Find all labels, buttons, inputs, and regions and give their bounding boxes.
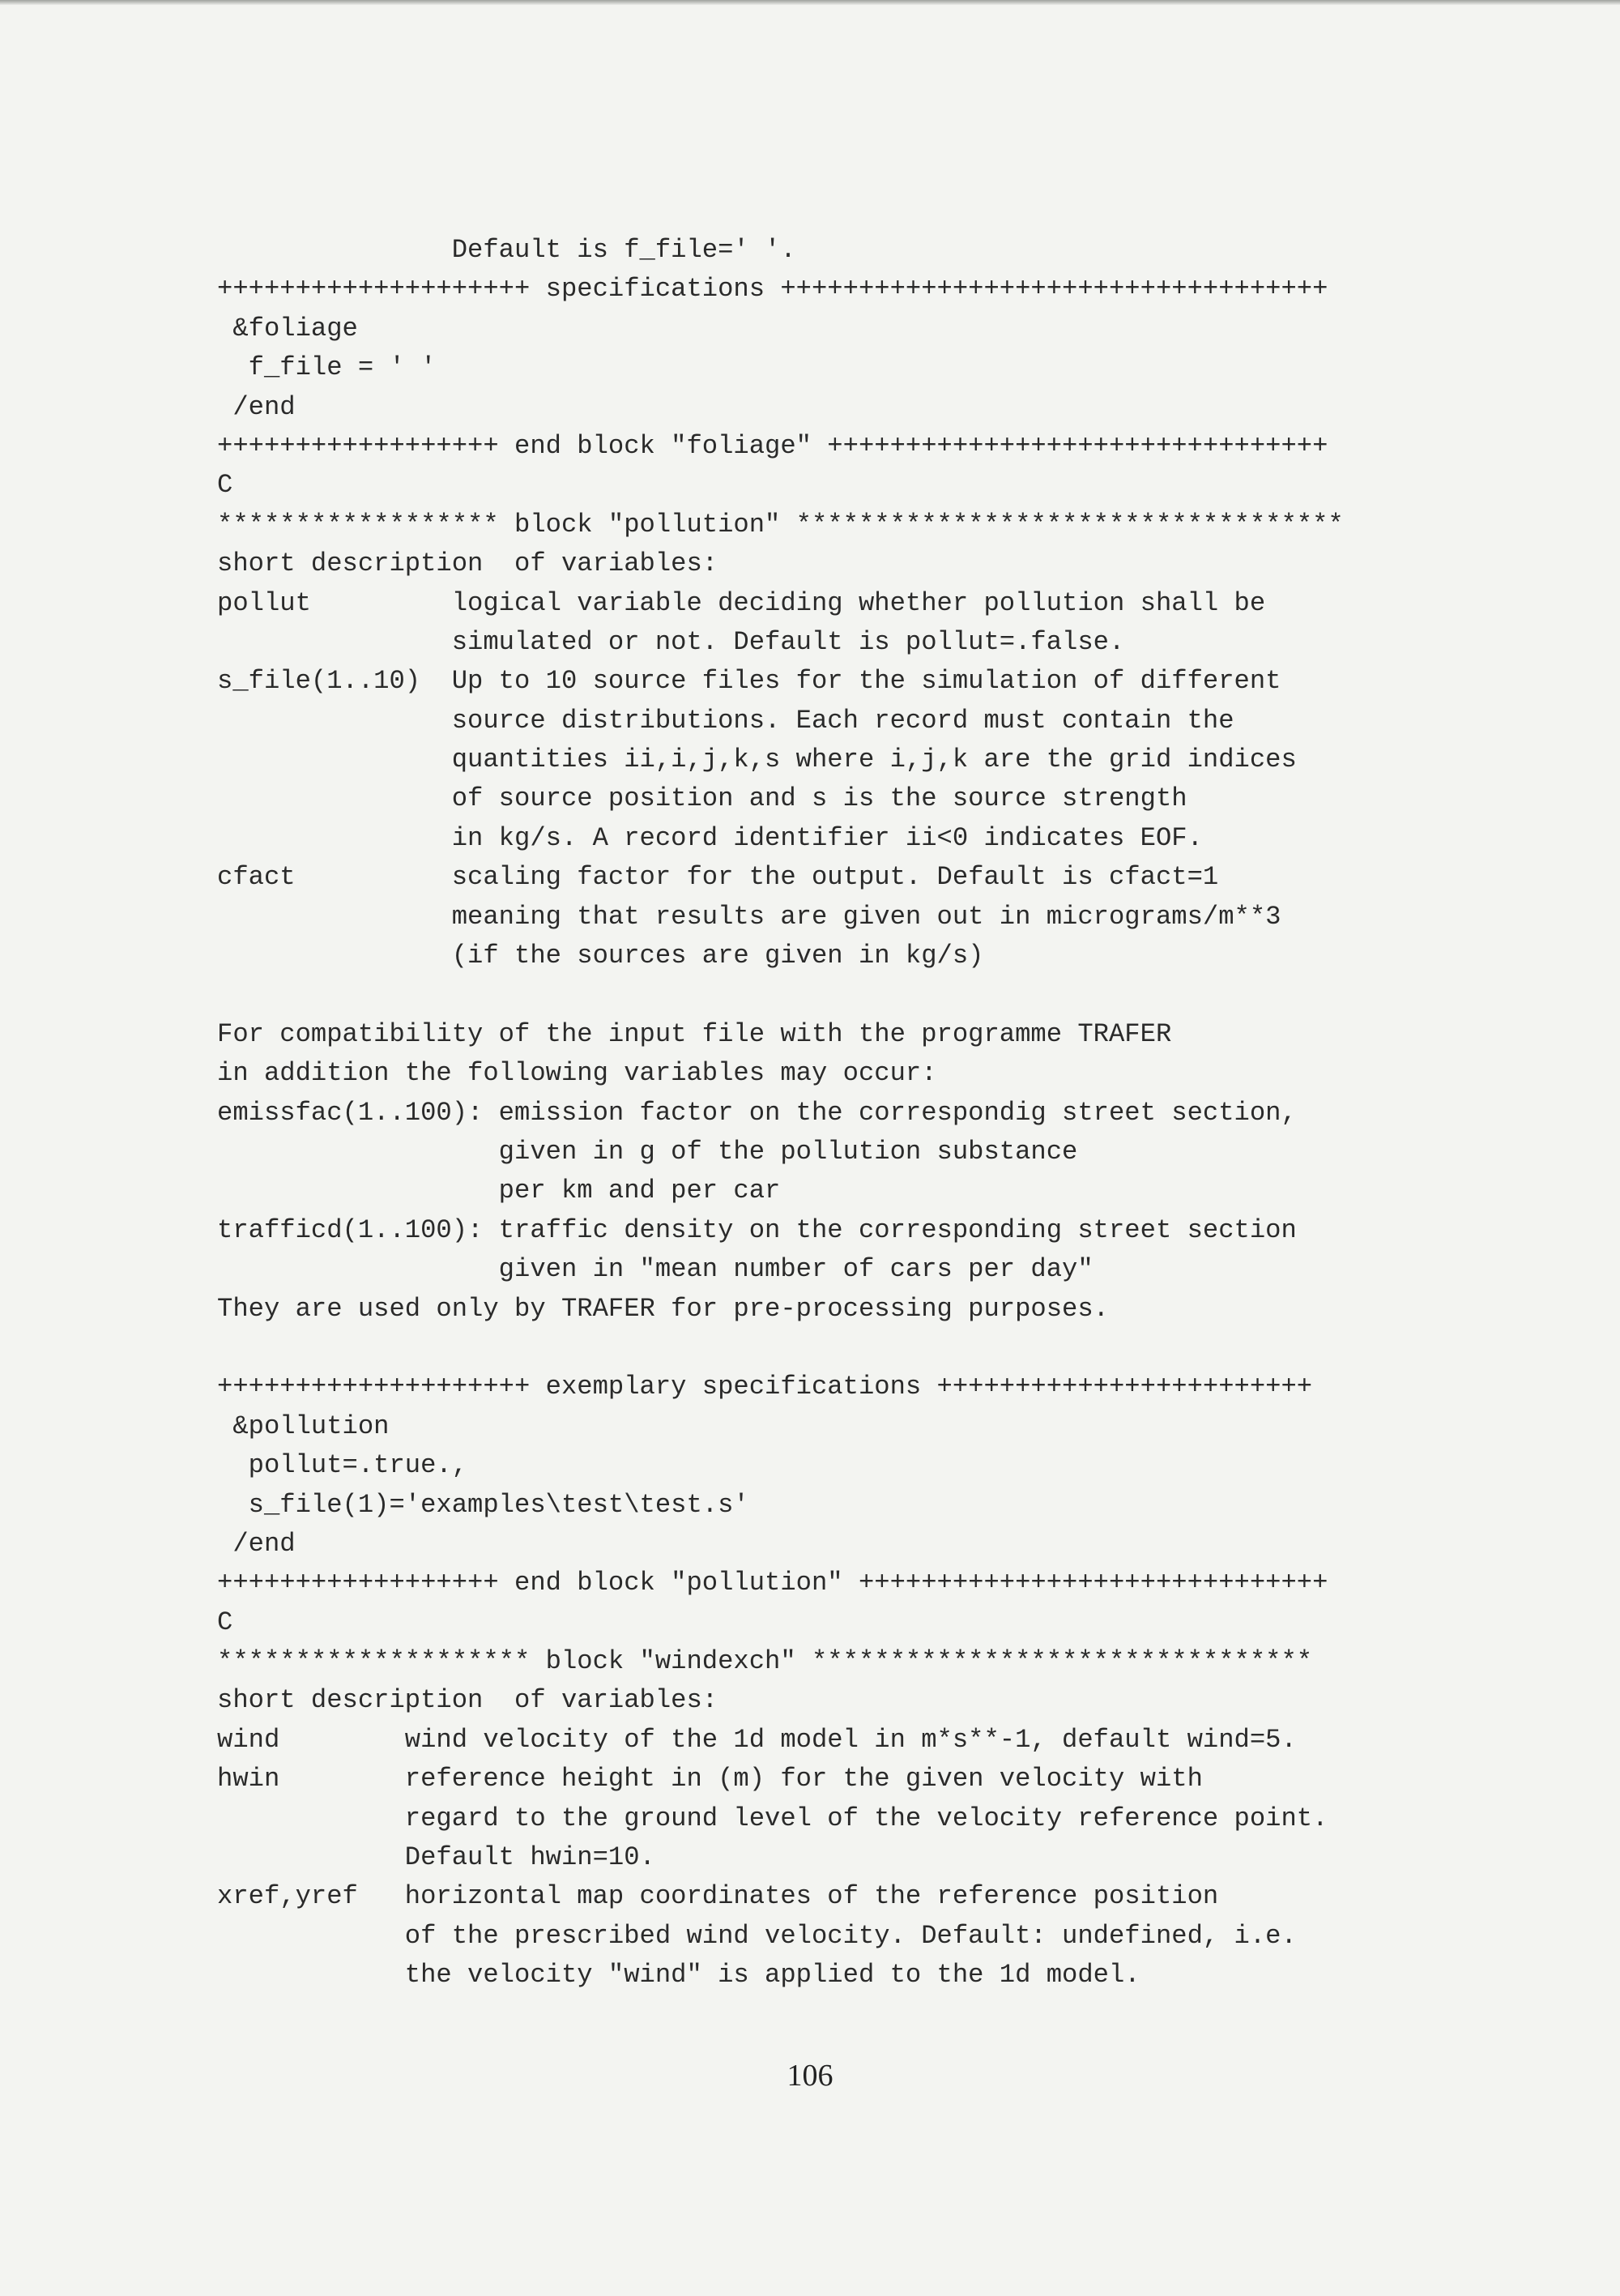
text-line: hwin reference height in (m) for the given velocity with	[217, 1764, 1203, 1795]
text-line: Default hwin=10.	[217, 1842, 655, 1873]
text-line: ++++++++++++++++++++ exemplary specifications ++++++++++++++++++++++++	[217, 1372, 1313, 1402]
text-line: ****************** block "pollution" ***********************************	[217, 509, 1344, 540]
text-line: per km and per car	[217, 1176, 781, 1206]
text-line	[217, 975, 1481, 1014]
text-line: simulated or not. Default is pollut=.false.	[217, 626, 1125, 657]
scan-edge	[0, 0, 1620, 5]
text-line: ++++++++++++++++++ end block "foliage" ++++++++++++++++++++++++++++++++	[217, 430, 1328, 461]
text-line: in kg/s. A record identifier ii<0 indicates EOF.	[217, 822, 1203, 853]
text-line: pollut logical variable deciding whether pollution shall be	[217, 587, 1266, 618]
text-line: meaning that results are given out in micrograms/m**3	[217, 901, 1281, 932]
text-line: C	[217, 1607, 233, 1637]
text-line: pollut=.true.,	[217, 1450, 468, 1481]
text-line: xref,yref horizontal map coordinates of the reference position	[217, 1881, 1219, 1912]
text-line: ++++++++++++++++++ end block "pollution" ++++++++++++++++++++++++++++++	[217, 1568, 1328, 1598]
text-line: /end	[217, 391, 296, 422]
text-line: of source position and s is the source strength	[217, 783, 1187, 814]
text-line: trafficd(1..100): traffic density on the corresponding street section	[217, 1214, 1297, 1245]
text-line: (if the sources are given in kg/s)	[217, 941, 984, 971]
text-line: /end	[217, 1528, 296, 1559]
text-line: short description of variables:	[217, 548, 718, 579]
text-line: wind wind velocity of the 1d model in m*s**-1, default wind=5.	[217, 1724, 1297, 1755]
page-number: 106	[787, 2059, 833, 2093]
text-line: &pollution	[217, 1410, 390, 1441]
text-line: They are used only by TRAFER for pre-processing purposes.	[217, 1293, 1109, 1324]
text-line: Default is f_file=' '.	[217, 235, 796, 265]
text-line: short description of variables:	[217, 1685, 718, 1716]
document-body	[217, 231, 1481, 1995]
text-line: C	[217, 470, 233, 501]
text-line: quantities ii,i,j,k,s where i,j,k are the grid indices	[217, 745, 1297, 775]
text-line: f_file = ' '	[217, 352, 437, 383]
text-line: in addition the following variables may occur:	[217, 1058, 937, 1089]
text-line: of the prescribed wind velocity. Default: undefined, i.e.	[217, 1920, 1297, 1951]
text-line: emissfac(1..100): emission factor on the correspondig street section,	[217, 1097, 1297, 1128]
text-line: cfact scaling factor for the output. Default is cfact=1	[217, 862, 1219, 893]
text-line: ++++++++++++++++++++ specifications +++++++++++++++++++++++++++++++++++	[217, 274, 1328, 305]
text-line: For compatibility of the input file with the programme TRAFER	[217, 1018, 1172, 1049]
text-line: ******************** block "windexch" ********************************	[217, 1646, 1313, 1677]
text-line	[217, 1329, 1481, 1368]
text-line: the velocity "wind" is applied to the 1d model.	[217, 1960, 1140, 1991]
text-line: given in g of the pollution substance	[217, 1136, 1078, 1167]
text-line: source distributions. Each record must contain the	[217, 705, 1234, 736]
text-line: regard to the ground level of the velocity reference point.	[217, 1803, 1328, 1833]
text-line: s_file(1)='examples\test\test.s'	[217, 1489, 749, 1520]
text-line: s_file(1..10) Up to 10 source files for the simulation of different	[217, 666, 1281, 697]
text-line: given in "mean number of cars per day"	[217, 1254, 1094, 1285]
text-line: &foliage	[217, 313, 358, 344]
